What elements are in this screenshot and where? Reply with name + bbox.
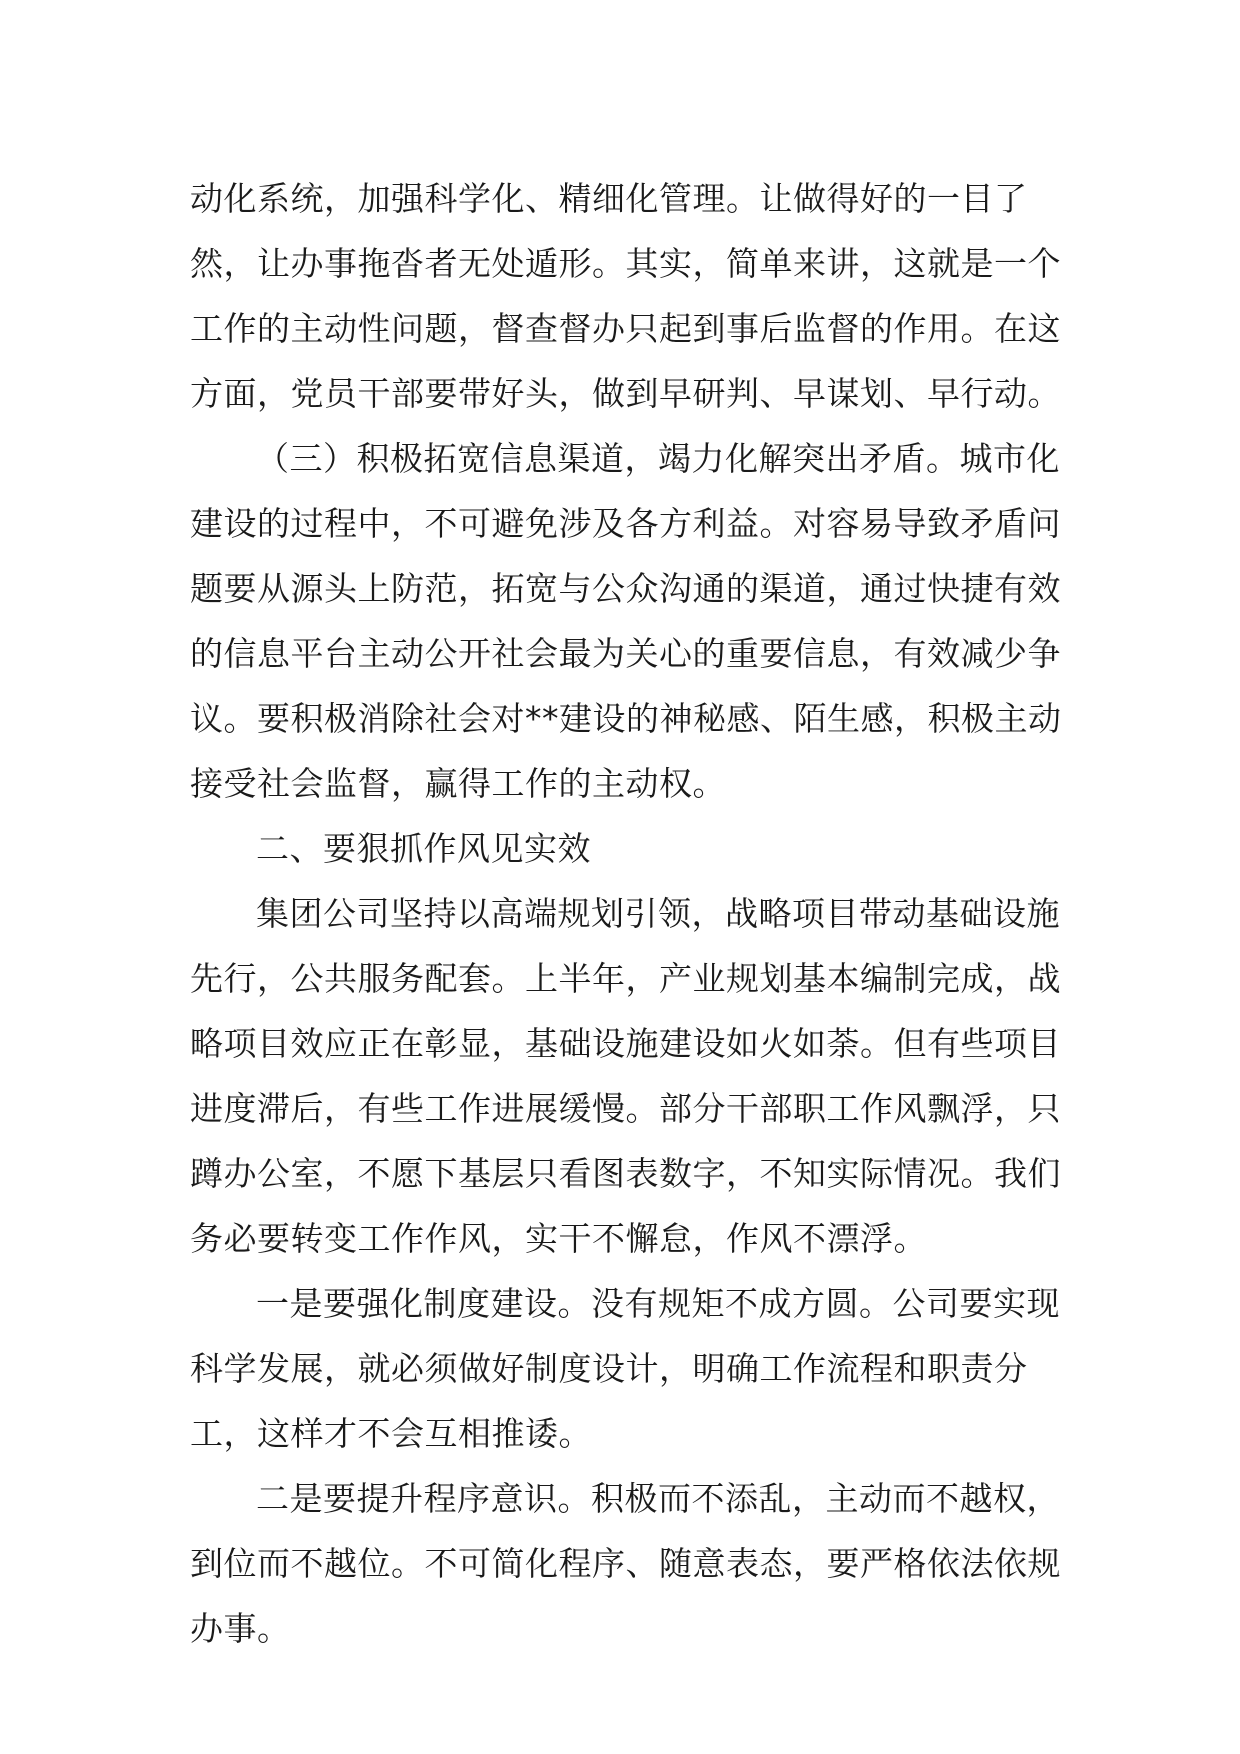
paragraph-point-one: 一是要强化制度建设。没有规矩不成方圆。公司要实现科学发展，就必须做好制度设计，明确工作流程和职责分工，这样才不会互相推诿。: [190, 1284, 1060, 1453]
document-body: [190, 166, 1090, 1661]
section-heading: 二、要狠抓作风见实效: [256, 829, 591, 868]
paragraph-section-three: （三）积极拓宽信息渠道，竭力化解突出矛盾。城市化建设的过程中，不可避免涉及各方利益。对容易导致矛盾问题要从源头上防范，拓宽与公众沟通的渠道，通过快捷有效的信息平台主动公开社会最为关心的重要信息，有效减少争议。要积极消除社会对**建设的神秘感、陌生感，积极主动接受社会监督，赢得工作的主动权。: [190, 439, 1062, 803]
paragraph-group-company: 集团公司坚持以高端规划引领，战略项目带动基础设施先行，公共服务配套。上半年，产业规划基本编制完成，战略项目效应正在彰显，基础设施建设如火如荼。但有些项目进度滞后，有些工作进展缓慢。部分干部职工作风飘浮，只蹲办公室，不愿下基层只看图表数字，不知实际情况。我们务必要转变工作作风，实干不懈怠，作风不漂浮。: [190, 894, 1061, 1258]
paragraph-point-two: 二是要提升程序意识。积极而不添乱，主动而不越权，到位而不越位。不可简化程序、随意表态，要严格依法依规办事。: [190, 1479, 1061, 1648]
paragraph-continued: 动化系统，加强科学化、精细化管理。让做得好的一目了然，让办事拖沓者无处遁形。其实，简单来讲，这就是一个工作的主动性问题，督查督办只起到事后监督的作用。在这方面，党员干部要带好头，做到早研判、早谋划、早行动。: [190, 179, 1061, 413]
